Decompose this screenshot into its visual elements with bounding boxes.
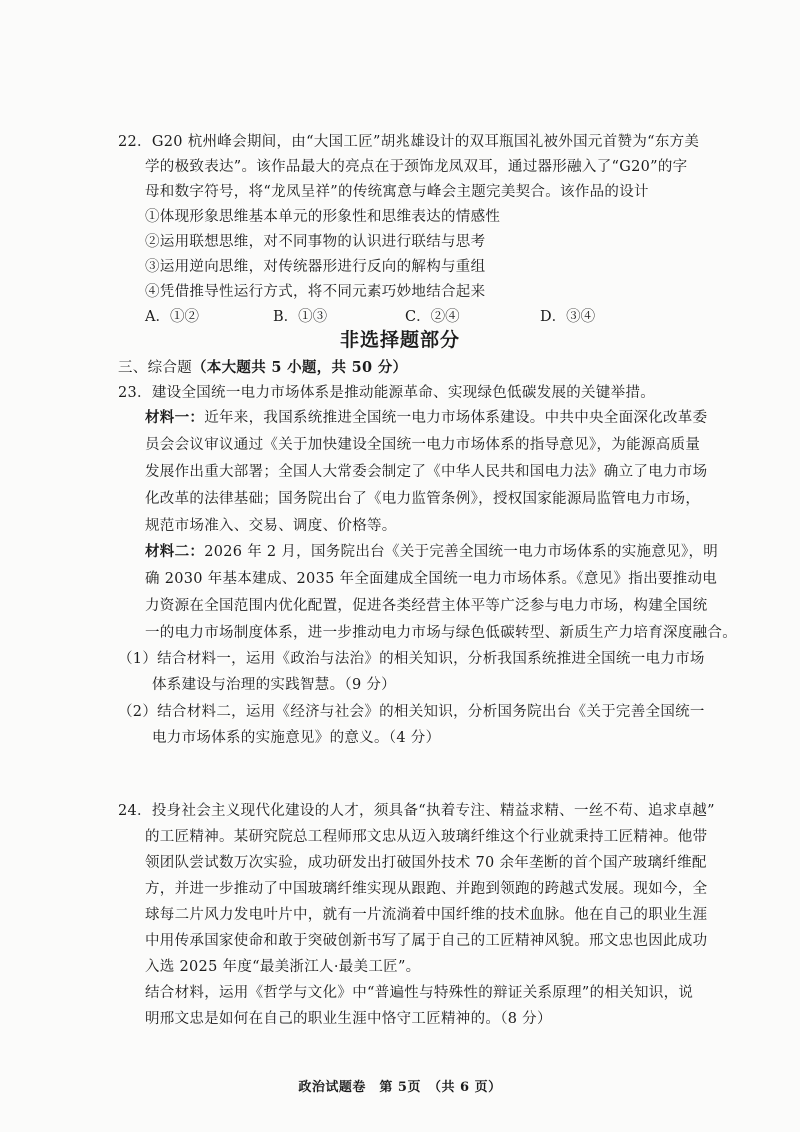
q22-option-d: D．③④: [540, 309, 596, 325]
q23-material-1-line-3: 发展作出重大部署；全国人大常委会制定了《中华人民共和国电力法》确立了电力市场: [145, 464, 708, 480]
q24-line-4: 方，并进一步推动了中国玻璃纤维实现从跟跑、并跑到领跑的跨越式发展。现如今，全: [145, 881, 708, 897]
q24-line-5: 球每二片风力发电叶片中，就有一片流淌着中国纤维的技术血脉。他在自己的职业生涯: [145, 907, 708, 923]
q23-material-2-line-3: 力资源在全国范围内优化配置，促进各类经营主体平等广泛参与电力市场，构建全国统: [145, 598, 708, 614]
q22-statement-3: ③运用逆向思维，对传统器形进行反向的解构与重组: [145, 259, 486, 275]
q23-sub-2-line-1: （2）结合材料二，运用《经济与社会》的相关知识，分析国务院出台《关于完善全国统一: [118, 704, 705, 720]
q23-material-2-line-2: 确 2030 年基本建成、2035 年全面建成全国统一电力市场体系。《意见》指出要推动电: [145, 571, 718, 587]
page-footer: 政治试题卷 第 5页 （共 6 页）: [298, 1080, 502, 1095]
q22-option-c: C．②④: [405, 309, 460, 325]
q22-option-b: B．①③: [273, 309, 328, 325]
q23-material-1-line-2: 员会会议审议通过《关于加快建设全国统一电力市场体系的指导意见》，为能源高质量: [145, 437, 701, 453]
q24-line-6: 中用传承国家使命和敢于突破创新书写了属于自己的工匠精神风貌。邢文忠也因此成功: [145, 933, 708, 949]
q23-material-2-line-4: 一的电力市场制度体系，进一步推动电力市场与绿色低碳转型、新质生产力培育深度融合。: [145, 625, 737, 641]
q22-stem-line-2: 学的极致表达”。该作品最大的亮点在于颈饰龙凤双耳，通过器形融入了“G20”的字: [145, 159, 688, 175]
q24-line-7: 入选 2025 年度“最美浙江人·最美工匠”。: [145, 959, 421, 975]
q23-sub-1-line-2: 体系建设与治理的实践智慧。（9 分）: [152, 677, 396, 693]
q22-statement-1: ①体现形象思维基本单元的形象性和思维表达的情感性: [145, 209, 501, 225]
part-3-prefix: 三、综合题: [118, 360, 192, 376]
section-title: 非选择题部分: [339, 329, 460, 351]
q23-sub-1-line-1: （1）结合材料一，运用《政治与法治》的相关知识，分析我国系统推进全国统一电力市场: [118, 651, 705, 667]
part-3-info: （本大题共 5 小题，共 50 分）: [192, 359, 408, 376]
q24-prompt-line-1: 结合材料，运用《哲学与文化》中“普遍性与特殊性的辩证关系原理”的相关知识，说: [145, 985, 694, 1001]
q22-stem-line-3: 母和数字符号，将“龙凤呈祥”的传统寓意与峰会主题完美契合。该作品的设计: [145, 184, 649, 200]
q24-line-1: 24．投身社会主义现代化建设的人才，须具备“执着专注、精益求精、一丝不苟、追求卓越”: [118, 803, 715, 819]
part-3-header: [118, 359, 407, 377]
q23-material-2-line-1: 材料二：2026 年 2 月，国务院出台《关于完善全国统一电力市场体系的实施意见》，明: [145, 543, 719, 560]
q24-line-2: 的工匠精神。某研究院总工程师邢文忠从迈入玻璃纤维这个行业就秉持工匠精神。他带: [145, 829, 708, 845]
material-2-label: 材料二：: [145, 543, 205, 560]
q22-option-a: A．①②: [145, 309, 199, 325]
material-1-label: 材料一：: [145, 409, 205, 426]
q22-stem-line-1: 22．G20 杭州峰会期间，由“大国工匠”胡兆雄设计的双耳瓶国礼被外国元首赞为“东方美: [118, 134, 700, 150]
q23-material-1-line-4: 化改革的法律基础；国务院出台了《电力监管条例》，授权国家能源局监管电力市场，: [145, 491, 701, 507]
q23-sub-2-line-2: 电力市场体系的实施意见》的意义。（4 分）: [152, 730, 441, 746]
q22-statement-4: ④凭借推导性运行方式，将不同元素巧妙地结合起来: [145, 284, 486, 300]
q23-intro: 23．建设全国统一电力市场体系是推动能源革命、实现绿色低碳发展的关键举措。: [118, 385, 656, 401]
q23-material-1-line-5: 规范市场准入、交易、调度、价格等。: [145, 518, 397, 534]
q23-material-1-line-1: 材料一：近年来，我国系统推进全国统一电力市场体系建设。中共中央全面深化改革委: [145, 409, 708, 426]
q24-line-3: 领团队尝试数万次实验，成功研发出打破国外技术 70 余年垄断的首个国产玻璃纤维配: [145, 855, 707, 871]
q24-prompt-line-2: 明邢文忠是如何在自己的职业生涯中恪守工匠精神的。（8 分）: [145, 1011, 552, 1027]
q22-statement-2: ②运用联想思维，对不同事物的认识进行联结与思考: [145, 234, 486, 250]
